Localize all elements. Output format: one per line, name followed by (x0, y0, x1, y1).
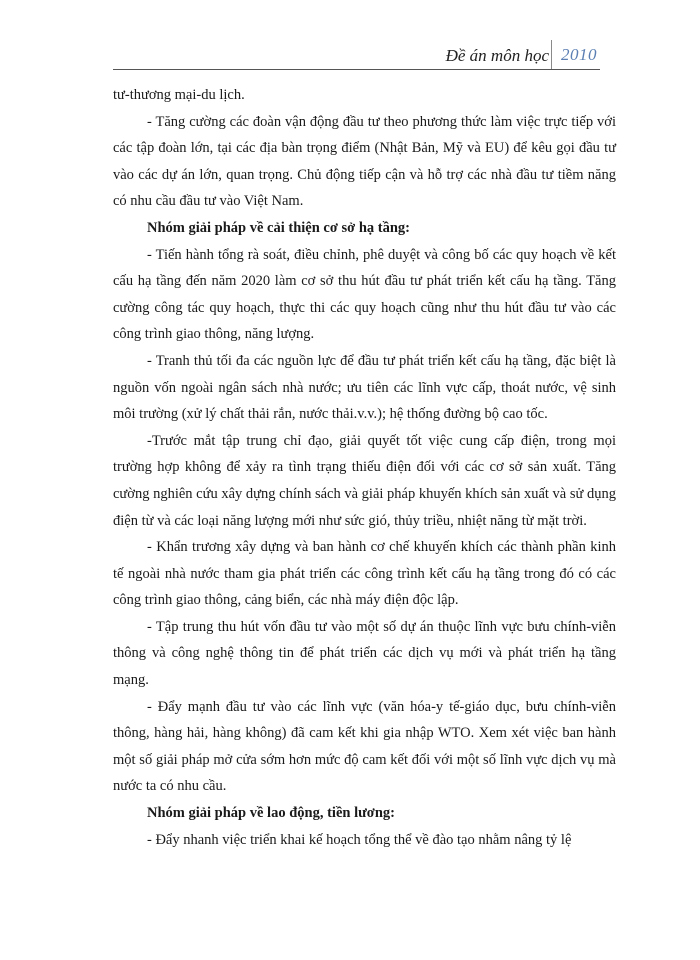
paragraph: - Tập trung thu hút vốn đầu tư vào một số dự án thuộc lĩnh vực bưu chính-viễn thông và công nghệ thông tin để phát triển các dịch vụ mới và phát triển hạ tầng mạng. (113, 618, 616, 689)
paragraph: - Tăng cường các đoàn vận động đầu tư theo phương thức làm việc trực tiếp với các tập đoàn lớn, tại các địa bàn trọng điểm (Nhật Bản, Mỹ và EU) để kêu gọi đầu tư vào các dự án lớn, quan trọng. Chủ động tiếp cận và hỗ trợ các nhà đầu tư tiềm năng có nhu cầu đầu tư vào Việt Nam. (113, 113, 616, 210)
header-divider (551, 40, 552, 70)
document-body (113, 82, 616, 853)
header-year: 2010 (561, 45, 597, 64)
header-title: Đề án môn học (445, 46, 549, 65)
section-heading-labor: Nhóm giải pháp về lao động, tiền lương: (147, 805, 395, 822)
paragraph: - Tiến hành tổng rà soát, điều chỉnh, phê duyệt và công bố các quy hoạch về kết cấu hạ tầng đến năm 2020 làm cơ sở thu hút đầu tư phát triển kết cấu hạ tầng. Tăng cường công tác quy hoạch, thực thi các quy hoạch cũng như thu hút đầu tư vào các công trình giao thông, năng lượng. (113, 246, 616, 343)
paragraph: - Khẩn trương xây dựng và ban hành cơ chế khuyến khích các thành phần kinh tế ngoài nhà nước tham gia phát triển các công trình kết cấu hạ tầng trong đó có các công trình giao thông, cảng biển, các nhà máy điện độc lập. (113, 539, 616, 609)
paragraph: - Đẩy mạnh đầu tư vào các lĩnh vực (văn hóa-y tế-giáo dục, bưu chính-viễn thông, hàng hải, hàng không) đã cam kết khi gia nhập WTO. Xem xét việc ban hành một số giải pháp mở cửa sớm hơn mức độ cam kết đối với một số lĩnh vực dịch vụ mà nước ta có nhu cầu. (113, 698, 616, 795)
paragraph: - Đẩy nhanh việc triển khai kế hoạch tổng thể về đào tạo nhằm nâng tỷ lệ (147, 831, 572, 848)
page-header (0, 38, 700, 68)
paragraph: - Tranh thủ tối đa các nguồn lực để đầu tư phát triển kết cấu hạ tầng, đặc biệt là nguồn vốn ngoài ngân sách nhà nước; ưu tiên các lĩnh vực cấp, thoát nước, vệ sinh môi trường (xử lý chất thải rắn, nước thải.v.v.); hệ thống đường bộ cao tốc. (113, 352, 616, 423)
paragraph: -Trước mắt tập trung chỉ đạo, giải quyết tốt việc cung cấp điện, trong mọi trường hợp không để xảy ra tình trạng thiếu điện đối với các cơ sở sản xuất. Tăng cường nghiên cứu xây dựng chính sách và giải pháp khuyến khích sản xuất và sử dụng điện từ và các loại năng lượng mới như sức gió, thủy triều, nhiệt năng từ mặt trời. (113, 432, 616, 529)
header-rule (113, 69, 600, 70)
section-heading-infrastructure: Nhóm giải pháp về cải thiện cơ sở hạ tầng: (147, 219, 410, 236)
paragraph-continuation: tư-thương mại-du lịch. (113, 87, 245, 103)
